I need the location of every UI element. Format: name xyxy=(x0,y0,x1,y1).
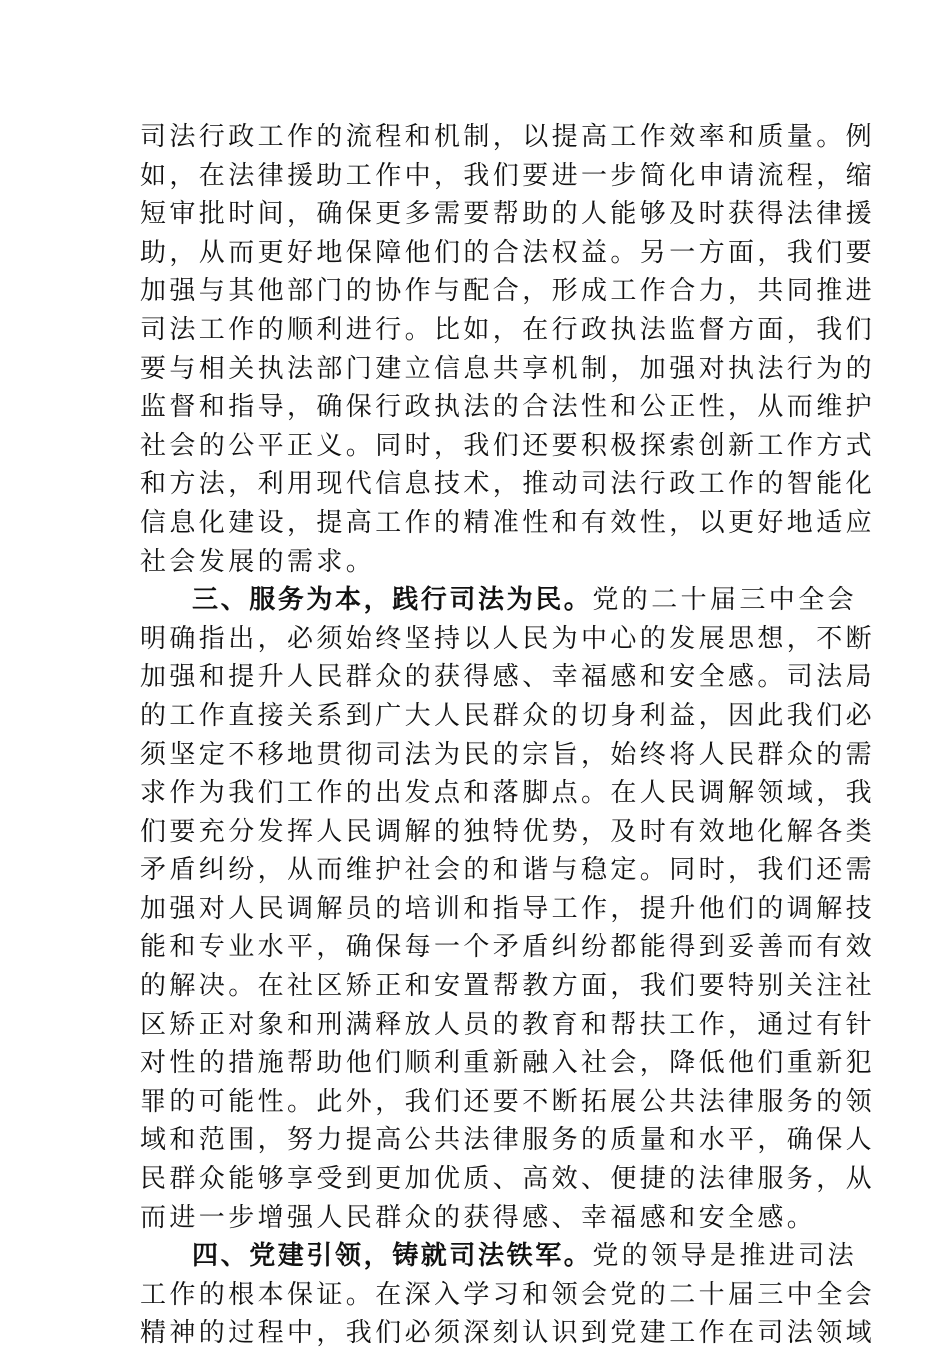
text-line: 罪的可能性。此外，我们还要不断拓展公共法律服务的领 xyxy=(140,1086,876,1117)
text-line: 而进一步增强人民群众的获得感、幸福感和安全感。 xyxy=(140,1202,817,1233)
text-line: 工作的根本保证。在深入学习和领会党的二十届三中全会 xyxy=(140,1279,876,1310)
text-line: 短审批时间，确保更多需要帮助的人能够及时获得法律援 xyxy=(140,199,876,230)
text-line: 矛盾纠纷，从而维护社会的和谐与稳定。同时，我们还需 xyxy=(140,855,876,886)
text-line: 社会发展的需求。 xyxy=(140,546,376,577)
text-line: 对性的措施帮助他们顺利重新融入社会，降低他们重新犯 xyxy=(140,1048,876,1079)
section-3-lead-text: 党的二十届三中全会 xyxy=(592,585,858,616)
section-4-lead-text: 党的领导是推进司法 xyxy=(592,1241,858,1272)
section-4-heading: 四、党建引领，铸就司法铁军。 xyxy=(192,1241,593,1272)
document-body xyxy=(140,118,876,1353)
text-line: 司法工作的顺利进行。比如，在行政执法监督方面，我们 xyxy=(140,314,876,345)
text-line: 要与相关执法部门建立信息共享机制，加强对执法行为的 xyxy=(140,353,876,384)
text-line: 和方法，利用现代信息技术，推动司法行政工作的智能化 xyxy=(140,469,876,500)
text-line: 社会的公平正义。同时，我们还要积极探索创新工作方式 xyxy=(140,430,876,461)
text-line: 信息化建设，提高工作的精准性和有效性，以更好地适应 xyxy=(140,507,876,538)
text-line: 须坚定不移地贯彻司法为民的宗旨，始终将人民群众的需 xyxy=(140,739,876,770)
text-line: 加强对人民调解员的培训和指导工作，提升他们的调解技 xyxy=(140,893,876,924)
paragraph-continued xyxy=(140,118,876,581)
text-line: 加强和提升人民群众的获得感、幸福感和安全感。司法局 xyxy=(140,662,876,693)
text-line: 的解决。在社区矫正和安置帮教方面，我们要特别关注社 xyxy=(140,971,876,1002)
section-4-paragraph xyxy=(140,1237,876,1353)
text-line: 司法行政工作的流程和机制，以提高工作效率和质量。例 xyxy=(140,122,876,152)
text-line: 加强与其他部门的协作与配合，形成工作合力，共同推进 xyxy=(140,276,876,307)
text-line: 精神的过程中，我们必须深刻认识到党建工作在司法领域 xyxy=(140,1318,876,1349)
text-line: 能和专业水平，确保每一个矛盾纠纷都能得到妥善而有效 xyxy=(140,932,876,963)
text-line: 域和范围，努力提高公共法律服务的质量和水平，确保人 xyxy=(140,1125,876,1156)
text-line: 求作为我们工作的出发点和落脚点。在人民调解领域，我 xyxy=(140,778,876,809)
text-line: 助，从而更好地保障他们的合法权益。另一方面，我们要 xyxy=(140,237,876,268)
text-line: 如，在法律援助工作中，我们要进一步简化申请流程，缩 xyxy=(140,160,876,191)
section-3-paragraph xyxy=(140,581,876,1237)
text-line: 明确指出，必须始终坚持以人民为中心的发展思想，不断 xyxy=(140,623,876,654)
section-3-heading: 三、服务为本，践行司法为民。 xyxy=(192,585,593,616)
text-line: 监督和指导，确保行政执法的合法性和公正性，从而维护 xyxy=(140,392,876,423)
section-4-first-line xyxy=(140,1237,858,1276)
text-line: 们要充分发挥人民调解的独特优势，及时有效地化解各类 xyxy=(140,816,876,847)
section-3-first-line xyxy=(140,581,858,620)
text-line: 区矫正对象和刑满释放人员的教育和帮扶工作，通过有针 xyxy=(140,1009,876,1040)
text-line: 的工作直接关系到广大人民群众的切身利益，因此我们必 xyxy=(140,700,876,731)
text-line: 民群众能够享受到更加优质、高效、便捷的法律服务，从 xyxy=(140,1164,876,1195)
